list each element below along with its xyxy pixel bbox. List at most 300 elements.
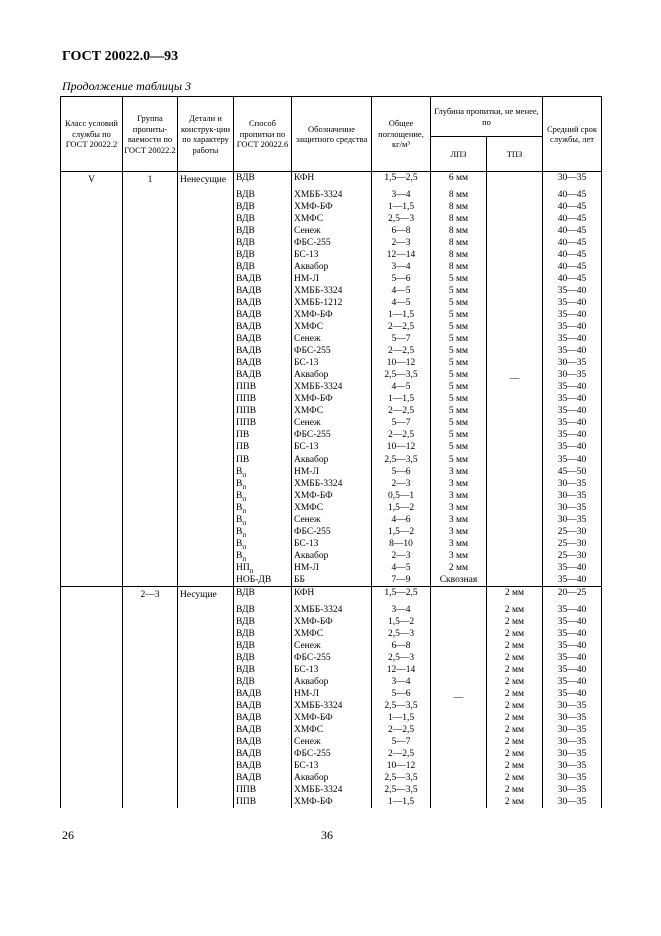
cell-absorption: 3—4 xyxy=(372,261,431,273)
cell-method xyxy=(234,417,292,429)
method-text: ВДВ xyxy=(236,616,255,627)
cell-service-life: 30—35 xyxy=(543,478,602,490)
cell-lpz: 5 мм xyxy=(431,393,487,405)
cell-absorption: 2,5—3 xyxy=(372,652,431,664)
table-row xyxy=(61,587,602,604)
method-subscript: п xyxy=(242,518,247,527)
cell-lpz: 3 мм xyxy=(431,466,487,478)
cell-service-life: 30—35 xyxy=(543,357,602,369)
cell-method xyxy=(234,574,292,587)
method-subscript: п xyxy=(242,482,247,491)
cell-absorption: 2—3 xyxy=(372,237,431,249)
method-text: ППВ xyxy=(236,406,257,417)
cell-lpz-dash: — xyxy=(431,587,487,809)
cell-method xyxy=(234,538,292,550)
cell-agent: БС-13 xyxy=(292,249,372,261)
cell-method xyxy=(234,760,292,772)
cell-agent: БС-13 xyxy=(292,664,372,676)
method-text: В xyxy=(236,490,243,501)
cell-lpz: 3 мм xyxy=(431,514,487,526)
cell-service-life: 35—40 xyxy=(543,333,602,345)
cell-service-life: 30—35 xyxy=(543,490,602,502)
cell-agent: БС-13 xyxy=(292,357,372,369)
cell-agent: ФБС-255 xyxy=(292,429,372,441)
cell-absorption: 1,5—2,5 xyxy=(372,587,431,604)
cell-service-life: 30—35 xyxy=(543,796,602,808)
method-text: ВДВ xyxy=(236,189,255,200)
method-text: ВАДВ xyxy=(236,309,262,320)
method-text: ВАДВ xyxy=(236,370,262,381)
table-row xyxy=(61,172,602,189)
cell-method xyxy=(234,297,292,309)
col-header-depth: Глубина пропитки, не менее, по xyxy=(431,97,543,137)
cell-tpz: 2 мм xyxy=(487,748,543,760)
cell-lpz: 5 мм xyxy=(431,321,487,333)
method-text: ПВ xyxy=(236,430,250,441)
cell-absorption: 1—1,5 xyxy=(372,712,431,724)
cell-tpz: 2 мм xyxy=(487,652,543,664)
cell-agent: ХМФС xyxy=(292,628,372,640)
cell-absorption: 5—7 xyxy=(372,736,431,748)
cell-lpz: 8 мм xyxy=(431,261,487,273)
cell-absorption: 3—4 xyxy=(372,604,431,616)
table-body xyxy=(61,172,602,809)
method-text: ВАДВ xyxy=(236,297,262,308)
cell-absorption: 1—1,5 xyxy=(372,201,431,213)
cell-tpz: 2 мм xyxy=(487,772,543,784)
cell-service-life: 35—40 xyxy=(543,321,602,333)
cell-lpz: 5 мм xyxy=(431,309,487,321)
cell-agent: НМ-Л xyxy=(292,273,372,285)
method-text: ВДВ xyxy=(236,640,255,651)
cell-absorption: 2—2,5 xyxy=(372,321,431,333)
col-header-class: Класс условий службы по ГОСТ 20022.2 xyxy=(61,97,123,172)
method-text: В xyxy=(236,526,243,537)
method-text: НП xyxy=(236,562,250,573)
impregnation-table xyxy=(60,96,602,808)
col-header-tpz: ТПЗ xyxy=(487,137,543,172)
cell-service-life: 30—35 xyxy=(543,772,602,784)
cell-lpz: 8 мм xyxy=(431,189,487,201)
cell-absorption: 1—1,5 xyxy=(372,393,431,405)
cell-method xyxy=(234,676,292,688)
method-text: ВДВ xyxy=(236,652,255,663)
cell-method xyxy=(234,357,292,369)
method-text: ППВ xyxy=(236,785,257,796)
cell-lpz: 5 мм xyxy=(431,381,487,393)
cell-agent: ХМФ-БФ xyxy=(292,393,372,405)
cell-method xyxy=(234,628,292,640)
cell-method xyxy=(234,772,292,784)
method-text: ВАДВ xyxy=(236,773,262,784)
cell-absorption: 5—7 xyxy=(372,417,431,429)
cell-service-life: 35—40 xyxy=(543,652,602,664)
cell-lpz: 3 мм xyxy=(431,538,487,550)
cell-service-life: 35—40 xyxy=(543,381,602,393)
cell-absorption: 2—2,5 xyxy=(372,405,431,417)
cell-service-life: 30—35 xyxy=(543,700,602,712)
cell-agent: Сенеж xyxy=(292,333,372,345)
cell-method xyxy=(234,369,292,381)
cell-absorption: 6—8 xyxy=(372,225,431,237)
cell-lpz: 5 мм xyxy=(431,285,487,297)
col-header-lpz: ЛПЗ xyxy=(431,137,487,172)
method-text: ВДВ xyxy=(236,225,255,236)
cell-parts: Несущие xyxy=(178,587,234,809)
cell-service-life: 40—45 xyxy=(543,189,602,201)
cell-absorption: 5—7 xyxy=(372,333,431,345)
method-text: ВАДВ xyxy=(236,761,262,772)
cell-service-life: 30—35 xyxy=(543,736,602,748)
cell-absorption: 5—6 xyxy=(372,466,431,478)
cell-lpz: 8 мм xyxy=(431,201,487,213)
cell-method xyxy=(234,700,292,712)
cell-service-life: 30—35 xyxy=(543,712,602,724)
cell-service-life: 30—35 xyxy=(543,172,602,189)
cell-service-life: 35—40 xyxy=(543,441,602,453)
method-subscript: п xyxy=(242,494,247,503)
cell-method xyxy=(234,490,292,502)
cell-lpz: 5 мм xyxy=(431,357,487,369)
cell-tpz: 2 мм xyxy=(487,712,543,724)
method-text: ВАДВ xyxy=(236,273,262,284)
cell-service-life: 30—35 xyxy=(543,760,602,772)
method-subscript: п xyxy=(242,530,247,539)
cell-lpz: 5 мм xyxy=(431,454,487,466)
cell-agent: Аквабор xyxy=(292,676,372,688)
cell-method xyxy=(234,748,292,760)
cell-method xyxy=(234,652,292,664)
cell-absorption: 1—1,5 xyxy=(372,796,431,808)
cell-agent: ХМФ-БФ xyxy=(292,201,372,213)
cell-method xyxy=(234,454,292,466)
page-number-left: 26 xyxy=(62,828,74,842)
cell-agent: КФН xyxy=(292,172,372,189)
method-text: ВАДВ xyxy=(236,358,262,369)
cell-method xyxy=(234,796,292,808)
method-text: ВАДВ xyxy=(236,322,262,333)
method-text: ППВ xyxy=(236,418,257,429)
cell-service-life: 40—45 xyxy=(543,201,602,213)
cell-agent: ХМББ-1212 xyxy=(292,297,372,309)
page-number-center: 36 xyxy=(321,828,333,842)
cell-absorption: 1,5—2,5 xyxy=(372,172,431,189)
cell-service-life: 35—40 xyxy=(543,676,602,688)
cell-method xyxy=(234,466,292,478)
cell-lpz: 5 мм xyxy=(431,273,487,285)
cell-lpz: 3 мм xyxy=(431,478,487,490)
cell-agent: Сенеж xyxy=(292,514,372,526)
cell-method xyxy=(234,604,292,616)
cell-agent: ФБС-255 xyxy=(292,748,372,760)
method-text: ВАДВ xyxy=(236,285,262,296)
cell-service-life: 35—40 xyxy=(543,628,602,640)
cell-absorption: 2,5—3,5 xyxy=(372,454,431,466)
cell-method xyxy=(234,562,292,574)
document-standard-title: ГОСТ 20022.0—93 xyxy=(62,49,179,64)
method-text: В xyxy=(236,466,243,477)
cell-agent: ХМФ-БФ xyxy=(292,712,372,724)
col-header-method: Способ пропитки по ГОСТ 20022.6 xyxy=(234,97,292,172)
cell-absorption: 2—3 xyxy=(372,478,431,490)
method-text: ВАДВ xyxy=(236,688,262,699)
cell-absorption: 2,5—3 xyxy=(372,628,431,640)
cell-lpz: 5 мм xyxy=(431,429,487,441)
cell-absorption: 5—6 xyxy=(372,688,431,700)
cell-method xyxy=(234,502,292,514)
cell-agent: ХМББ-3324 xyxy=(292,381,372,393)
cell-absorption: 5—6 xyxy=(372,273,431,285)
cell-tpz: 2 мм xyxy=(487,676,543,688)
cell-absorption: 2—2,5 xyxy=(372,748,431,760)
cell-agent: ХМФС xyxy=(292,213,372,225)
cell-absorption: 1,5—2 xyxy=(372,616,431,628)
cell-absorption: 12—14 xyxy=(372,664,431,676)
cell-lpz: 5 мм xyxy=(431,441,487,453)
cell-lpz: 3 мм xyxy=(431,550,487,562)
cell-lpz: 3 мм xyxy=(431,502,487,514)
cell-lpz: 8 мм xyxy=(431,225,487,237)
cell-agent: ХМББ-3324 xyxy=(292,478,372,490)
cell-absorption: 4—5 xyxy=(372,297,431,309)
cell-service-life: 40—45 xyxy=(543,273,602,285)
cell-parts: Ненесущие xyxy=(178,172,234,587)
method-text: ВДВ xyxy=(236,664,255,675)
method-text: В xyxy=(236,538,243,549)
method-text: ВДВ xyxy=(236,604,255,615)
cell-agent: ХМФ-БФ xyxy=(292,796,372,808)
cell-agent: ХМББ-3324 xyxy=(292,700,372,712)
method-text: ВДВ xyxy=(236,173,255,183)
cell-lpz: 8 мм xyxy=(431,213,487,225)
cell-agent: ХМББ-3324 xyxy=(292,604,372,616)
cell-lpz: 5 мм xyxy=(431,417,487,429)
cell-method xyxy=(234,688,292,700)
col-header-service-life: Средний срок службы, лет xyxy=(543,97,602,172)
cell-agent: ФБС-255 xyxy=(292,237,372,249)
cell-agent: ХМФС xyxy=(292,405,372,417)
cell-absorption: 4—5 xyxy=(372,381,431,393)
cell-tpz: 2 мм xyxy=(487,688,543,700)
cell-method xyxy=(234,736,292,748)
cell-agent: Аквабор xyxy=(292,454,372,466)
cell-method xyxy=(234,429,292,441)
cell-class: V xyxy=(61,172,123,587)
cell-absorption: 2,5—3 xyxy=(372,213,431,225)
cell-lpz: 5 мм xyxy=(431,333,487,345)
cell-method xyxy=(234,441,292,453)
method-text: ВАДВ xyxy=(236,749,262,760)
method-subscript: п xyxy=(242,542,247,551)
method-text: ВДВ xyxy=(236,237,255,248)
cell-agent: ХМББ-3324 xyxy=(292,285,372,297)
cell-lpz: 5 мм xyxy=(431,405,487,417)
method-text: ВДВ xyxy=(236,588,255,599)
method-text: ВДВ xyxy=(236,676,255,687)
cell-tpz: 2 мм xyxy=(487,724,543,736)
method-subscript: п xyxy=(242,554,247,563)
cell-method xyxy=(234,309,292,321)
cell-tpz: 2 мм xyxy=(487,628,543,640)
cell-method xyxy=(234,189,292,201)
cell-lpz: 2 мм xyxy=(431,562,487,574)
cell-method xyxy=(234,616,292,628)
method-text: В xyxy=(236,514,243,525)
method-text: В xyxy=(236,478,243,489)
cell-method xyxy=(234,550,292,562)
cell-lpz: 3 мм xyxy=(431,490,487,502)
method-text: ВАДВ xyxy=(236,346,262,357)
cell-method xyxy=(234,237,292,249)
method-text: ВАДВ xyxy=(236,334,262,345)
cell-method xyxy=(234,273,292,285)
cell-agent: ФБС-255 xyxy=(292,345,372,357)
cell-absorption: 4—6 xyxy=(372,514,431,526)
cell-tpz: 2 мм xyxy=(487,796,543,808)
cell-tpz: 2 мм xyxy=(487,736,543,748)
cell-service-life: 40—45 xyxy=(543,213,602,225)
cell-service-life: 30—35 xyxy=(543,514,602,526)
cell-tpz: 2 мм xyxy=(487,760,543,772)
cell-service-life: 40—45 xyxy=(543,237,602,249)
col-header-parts: Детали и конструк-ции по характеру работы xyxy=(178,97,234,172)
method-text: НОБ-ДВ xyxy=(236,575,272,585)
cell-service-life: 40—45 xyxy=(543,261,602,273)
cell-service-life: 35—40 xyxy=(543,640,602,652)
cell-service-life: 40—45 xyxy=(543,225,602,237)
cell-tpz: 2 мм xyxy=(487,587,543,604)
method-text: ВАДВ xyxy=(236,725,262,736)
cell-agent: ФБС-255 xyxy=(292,526,372,538)
cell-service-life: 25—30 xyxy=(543,526,602,538)
cell-method xyxy=(234,478,292,490)
cell-tpz: 2 мм xyxy=(487,664,543,676)
cell-absorption: 8—10 xyxy=(372,538,431,550)
cell-lpz: 6 мм xyxy=(431,172,487,189)
cell-tpz: 2 мм xyxy=(487,784,543,796)
cell-lpz: 8 мм xyxy=(431,249,487,261)
cell-service-life: 30—35 xyxy=(543,784,602,796)
method-text: ВДВ xyxy=(236,249,255,260)
cell-service-life: 35—40 xyxy=(543,664,602,676)
cell-method xyxy=(234,333,292,345)
cell-absorption: 10—12 xyxy=(372,760,431,772)
table-continuation-caption: Продолжение таблицы 3 xyxy=(62,79,192,93)
cell-agent: Сенеж xyxy=(292,225,372,237)
cell-method xyxy=(234,393,292,405)
cell-agent: ХМББ-3324 xyxy=(292,784,372,796)
cell-agent: НМ-Л xyxy=(292,562,372,574)
cell-service-life: 35—40 xyxy=(543,393,602,405)
method-text: В xyxy=(236,502,243,513)
cell-agent: Сенеж xyxy=(292,736,372,748)
cell-agent: ХМФ-БФ xyxy=(292,309,372,321)
cell-absorption: 0,5—1 xyxy=(372,490,431,502)
cell-service-life: 35—40 xyxy=(543,562,602,574)
cell-service-life: 30—35 xyxy=(543,748,602,760)
cell-method xyxy=(234,587,292,604)
cell-method xyxy=(234,381,292,393)
cell-method xyxy=(234,321,292,333)
cell-absorption: 1,5—2 xyxy=(372,526,431,538)
cell-method xyxy=(234,514,292,526)
cell-method xyxy=(234,225,292,237)
cell-method xyxy=(234,724,292,736)
cell-absorption: 2—2,5 xyxy=(372,724,431,736)
cell-agent: Аквабор xyxy=(292,550,372,562)
cell-service-life: 35—40 xyxy=(543,454,602,466)
cell-agent: Аквабор xyxy=(292,369,372,381)
method-subscript: п xyxy=(249,566,254,575)
cell-service-life: 25—30 xyxy=(543,538,602,550)
method-text: ППВ xyxy=(236,797,257,808)
cell-agent: Аквабор xyxy=(292,261,372,273)
cell-service-life: 30—35 xyxy=(543,502,602,514)
impregnation-table-container xyxy=(60,96,601,808)
cell-tpz-dash: — xyxy=(487,172,543,587)
cell-absorption: 3—4 xyxy=(372,676,431,688)
cell-service-life: 35—40 xyxy=(543,616,602,628)
cell-method xyxy=(234,201,292,213)
cell-service-life: 20—25 xyxy=(543,587,602,604)
col-header-group: Группа пропиты-ваемости по ГОСТ 20022.2 xyxy=(123,97,178,172)
method-text: ВДВ xyxy=(236,261,255,272)
cell-service-life: 35—40 xyxy=(543,429,602,441)
cell-absorption: 2,5—3,5 xyxy=(372,700,431,712)
method-text: ПВ xyxy=(236,442,250,453)
cell-service-life: 35—40 xyxy=(543,574,602,587)
cell-agent: ХМФС xyxy=(292,724,372,736)
cell-absorption: 1,5—2 xyxy=(372,502,431,514)
cell-service-life: 35—40 xyxy=(543,688,602,700)
cell-agent: ББ xyxy=(292,574,372,587)
cell-agent: ХМФ-БФ xyxy=(292,616,372,628)
cell-agent: БС-13 xyxy=(292,760,372,772)
cell-service-life: 35—40 xyxy=(543,297,602,309)
method-text: ВДВ xyxy=(236,628,255,639)
cell-absorption: 2,5—3,5 xyxy=(372,772,431,784)
cell-method xyxy=(234,261,292,273)
cell-tpz: 2 мм xyxy=(487,616,543,628)
method-text: В xyxy=(236,550,243,561)
cell-agent: Сенеж xyxy=(292,417,372,429)
method-text: ППВ xyxy=(236,394,257,405)
cell-lpz: Сквозная xyxy=(431,574,487,587)
cell-service-life: 35—40 xyxy=(543,417,602,429)
cell-agent: КФН xyxy=(292,587,372,604)
cell-service-life: 35—40 xyxy=(543,309,602,321)
cell-absorption: 2,5—3,5 xyxy=(372,369,431,381)
cell-agent: ХМББ-3324 xyxy=(292,189,372,201)
cell-service-life: 35—40 xyxy=(543,405,602,417)
method-text: ПВ xyxy=(236,454,250,465)
cell-agent: НМ-Л xyxy=(292,688,372,700)
method-text: ВДВ xyxy=(236,213,255,224)
cell-tpz: 2 мм xyxy=(487,640,543,652)
cell-service-life: 30—35 xyxy=(543,724,602,736)
method-subscript: п xyxy=(242,506,247,515)
method-text: ВАДВ xyxy=(236,712,262,723)
cell-method xyxy=(234,172,292,189)
cell-service-life: 35—40 xyxy=(543,345,602,357)
cell-agent: НМ-Л xyxy=(292,466,372,478)
cell-lpz: 3 мм xyxy=(431,526,487,538)
cell-method xyxy=(234,712,292,724)
method-text: ВАДВ xyxy=(236,700,262,711)
col-header-agent: Обозначение защитного средства xyxy=(292,97,372,172)
cell-method xyxy=(234,664,292,676)
cell-lpz: 5 мм xyxy=(431,345,487,357)
